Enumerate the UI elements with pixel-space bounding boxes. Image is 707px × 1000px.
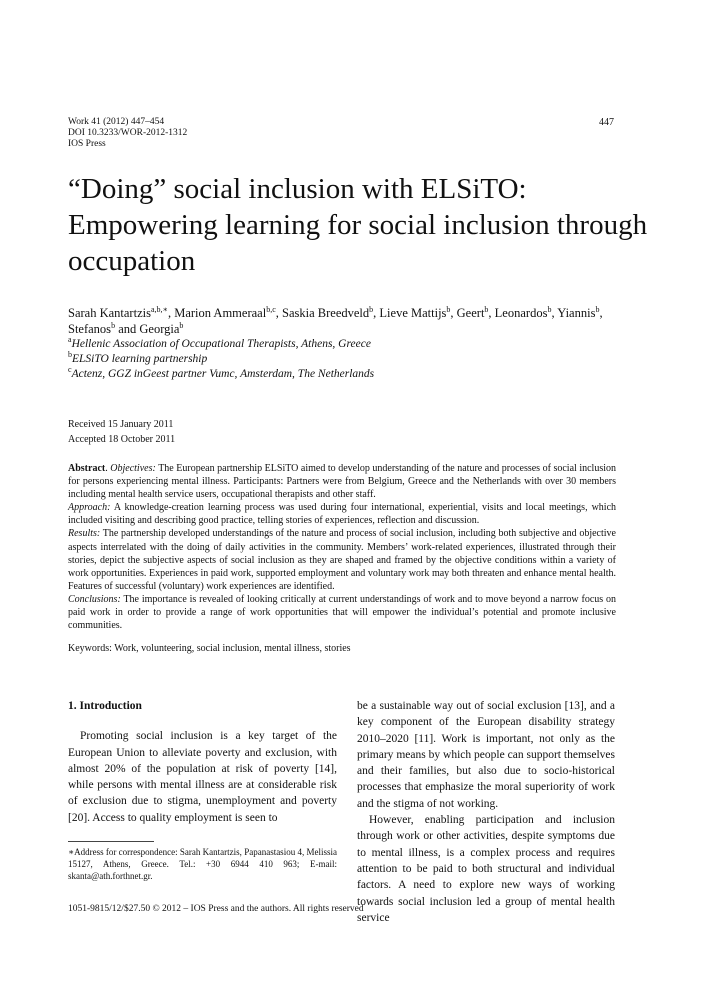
objectives-text: The European partnership ELSiTO aimed to develop understanding of the nature and processes of social inclusion for persons experiencing mental illness. Participants: Partners were from Belgium, Greece and the Netherlands with over 30 members including mental health service users, occupational therapists and other staff. [68,463,617,501]
conclusions-label: Conclusions: [68,593,121,605]
affiliations [68,337,643,382]
author-name: Lieve Mattijs [379,306,447,320]
author-sup: b [111,320,116,330]
affiliation-text: Actenz, GGZ inGeest partner Vumc, Amsterdam, The Netherlands [71,368,375,380]
abstract-approach [68,501,616,527]
submission-dates [68,417,175,447]
author-sup: b [179,320,184,330]
author-name: Leonardos [494,306,548,320]
journal-line: Work 41 (2012) 447–454 [68,117,165,127]
author-sup: b [369,304,374,314]
copyright-line: 1051-9815/12/$27.50 © 2012 – IOS Press and the authors. All rights reserved [68,904,364,914]
approach-label: Approach: [68,502,111,514]
affiliation-item [68,352,643,367]
doi-line: DOI 10.3233/WOR-2012-1312 [68,128,188,138]
abstract-label: Abstract [68,463,106,474]
author-sup: b,c [266,304,276,314]
accepted-date: Accepted 18 October 2011 [68,434,176,445]
author-sup: a,b,∗ [150,304,168,314]
abstract [68,462,616,632]
affiliation-mark: c [68,365,72,375]
body-column-right [357,698,615,926]
correspondence-footnote: ∗Address for correspondence: Sarah Kantartzis, Papanastasiou 4, Melissia 15127, Athens, Greece. Tel.: +30 6944 410 963; E-mail: skanta@ath.forthnet.gr. [68,847,337,881]
paragraph: Promoting social inclusion is a key target of the European Union to alleviate poverty and exclusion, with almost 20% of the population at risk of poverty [14], while persons with mental illness are at considerable risk of exclusion due to stigma, unemployment and poverty [20]. Access to quality employment is seen to [68,730,337,824]
results-label: Results: [68,528,101,540]
author-list: Sarah Kantartzis$^{a,b,∗}$, Marion Ammeraal$^{b,c}$, Saskia Breedveld$^b$, Lieve Mattijs$^b$, Geert$^b$, Leonardos$^b$, Yiannis$^b$, Stefanos$^b$ and Georgia$^b$ [68,304,603,336]
abstract-conclusions [68,593,616,632]
affiliation-mark: a [68,335,72,345]
author-sup: b [446,304,451,314]
footnote-divider [68,841,154,842]
paragraph: However, enabling participation and inclusion through work or other activities, despite symptoms due to mental illness, is a complex process and requires attention to be paid to both structural and individual factors. A need to explore new ways of working towards social inclusion led a group of mental health service [357,814,615,924]
section-heading: 1. Introduction [68,700,142,712]
author-name: Sarah Kantartzis [68,306,151,320]
author-name: Yiannis [557,306,596,320]
affiliation-mark: b [68,350,72,360]
keywords: Keywords: Work, volunteering, social inclusion, mental illness, stories [68,643,351,654]
abstract-results [68,527,616,592]
author-sup: b [484,304,489,314]
body-column-left [68,698,337,826]
received-date: Received 15 January 2011 [68,419,174,430]
affiliation-item [68,337,643,352]
conclusions-text: The importance is revealed of looking critically at current understandings of work and to move beyond a narrow focus on paid work in order to provide a range of work opportunities that will empower the individual’s potential and promote inclusive communities. [68,593,616,632]
affiliation-text: ELSiTO learning partnership [72,353,208,365]
author-name: Stefanos [68,322,112,336]
publisher-line: IOS Press [68,139,106,149]
author-name: Georgia [139,322,180,336]
approach-text: A knowledge-creation learning process was used during four international, experiential, visits and local meetings, which included visiting and describing good practice, telling stories of experiences, reflection and discussion. [68,502,617,527]
results-text: The partnership developed understandings of the nature and process of social inclusion, including both subjective and objective aspects interrelated with the doing of daily activities in the community. Members’ work-related experiences, illustrated through their stories, depict the subjective aspects of social inclusion as they are shaped and framed by the objective conditions within a variety of work opportunities. Experiences in paid work, supported employment and voluntary work may both threaten and enhance mental health. Features of successful (voluntary) work experiences are identified. [68,528,616,592]
author-sup: b [595,304,600,314]
author-name: Marion Ammeraal [174,306,267,320]
paragraph: be a sustainable way out of social exclusion [13], and a key component of the European disability strategy 2010–2020 [11]. Work is important, not only as the primary means by which people can support themselves and their families, but also due to socio-historical processes that emphasize the moral superiority of work and the stigma of not working. [357,700,615,810]
abstract-objectives: Abstract. Objectives: The European partnership ELSiTO aimed to develop understanding of the nature and processes of social inclusion for persons experiencing mental illness. Participants: Partners were from Belgium, Greece and the Netherlands with over 30 members including mental health service users, occupational therapists and other staff. [68,463,617,501]
author-name: Geert [456,306,485,320]
author-name: Saskia Breedveld [282,306,370,320]
paper-title: “Doing” social inclusion with ELSiTO: Empowering learning for social inclusion through occupation [68,173,648,277]
author-sup: b [547,304,552,314]
affiliation-text: Hellenic Association of Occupational Therapists, Athens, Greece [71,338,371,350]
journal-header [68,117,187,150]
page-number: 447 [599,117,614,128]
objectives-label: Objectives: [110,463,156,474]
affiliation-item [68,367,643,382]
